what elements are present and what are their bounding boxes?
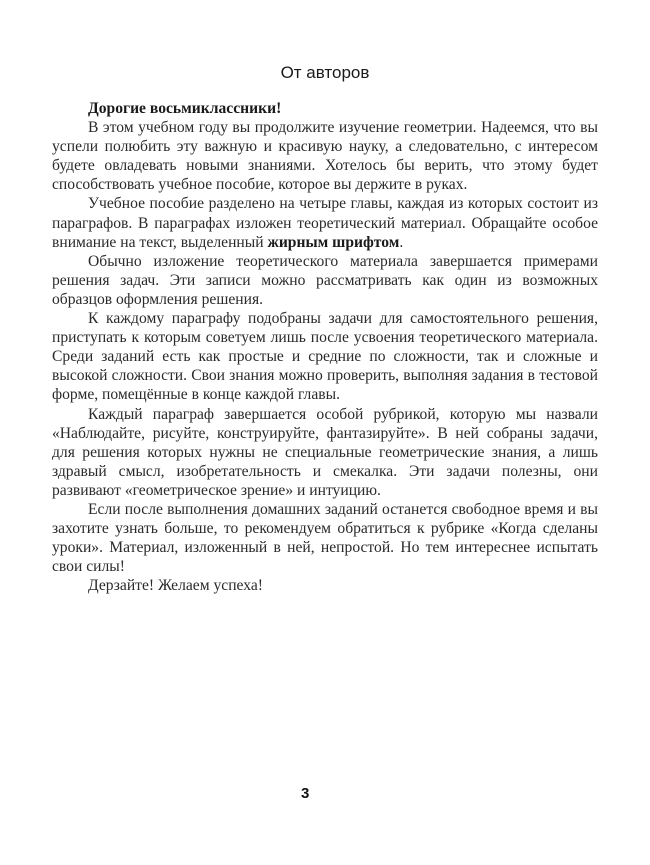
- paragraph-closing: Дерзайте! Желаем успеха!: [88, 577, 263, 595]
- body-text: [52, 99, 598, 595]
- paragraph-exercises: К каждому параграфу подобраны задачи для самостоятельного решения, приступать к которым советуем лишь после усвоения теоретического материала. Среди заданий есть как простые и средние по сложности, так и сложные и высокой сложности. Свои знания можно проверить, выполняя задания в тестовой форме, помещённые в конце каждой главы.: [52, 310, 598, 404]
- page-title: От авторов: [280, 63, 370, 82]
- bold-text: жирным шрифтом: [267, 233, 400, 251]
- paragraph-text: Учебное пособие разделено на четыре главы, каждая из которых состоит из параграфов. В параграфах изложен теоретический материал. Обращайте особое внимание на текст, выделенный: [52, 195, 598, 251]
- paragraph-intro: В этом учебном году вы продолжите изучение геометрии. Надеемся, что вы успели полюбить эту важную и красивую науку, а следовательно, с интересом будете овладевать новыми знаниями. Хотелось бы верить, что этому будет способствовать учебное пособие, которое вы держите в руках.: [52, 119, 598, 194]
- paragraph-text-end: .: [399, 233, 404, 251]
- paragraph-structure: [52, 194, 598, 251]
- paragraph-examples: Обычно изложение теоретического материала завершается примерами решения задач. Эти записи можно рассматривать как один из возможных образцов оформления решения.: [52, 252, 598, 308]
- page-number: 3: [301, 785, 310, 802]
- greeting: Дорогие восьмиклассники!: [88, 100, 282, 117]
- paragraph-extra: Если после выполнения домашних заданий останется свободное время и вы захотите узнать больше, то рекомендуем обратиться к рубрике «Когда сделаны уроки». Материал, изложенный в ней, непростой. Но тем интереснее испытать свои силы!: [52, 500, 598, 576]
- paragraph-rubric: Каждый параграф завершается особой рубрикой, которую мы назвали «Наблюдайте, рисуйте, конструируйте, фантазируйте». В ней собраны задачи, для решения которых нужны не специальные геометрические знания, а лишь здравый смысл, изобретательность и смекалка. Эти задачи полезны, они развивают «геометрическое зрение» и интуицию.: [52, 405, 598, 499]
